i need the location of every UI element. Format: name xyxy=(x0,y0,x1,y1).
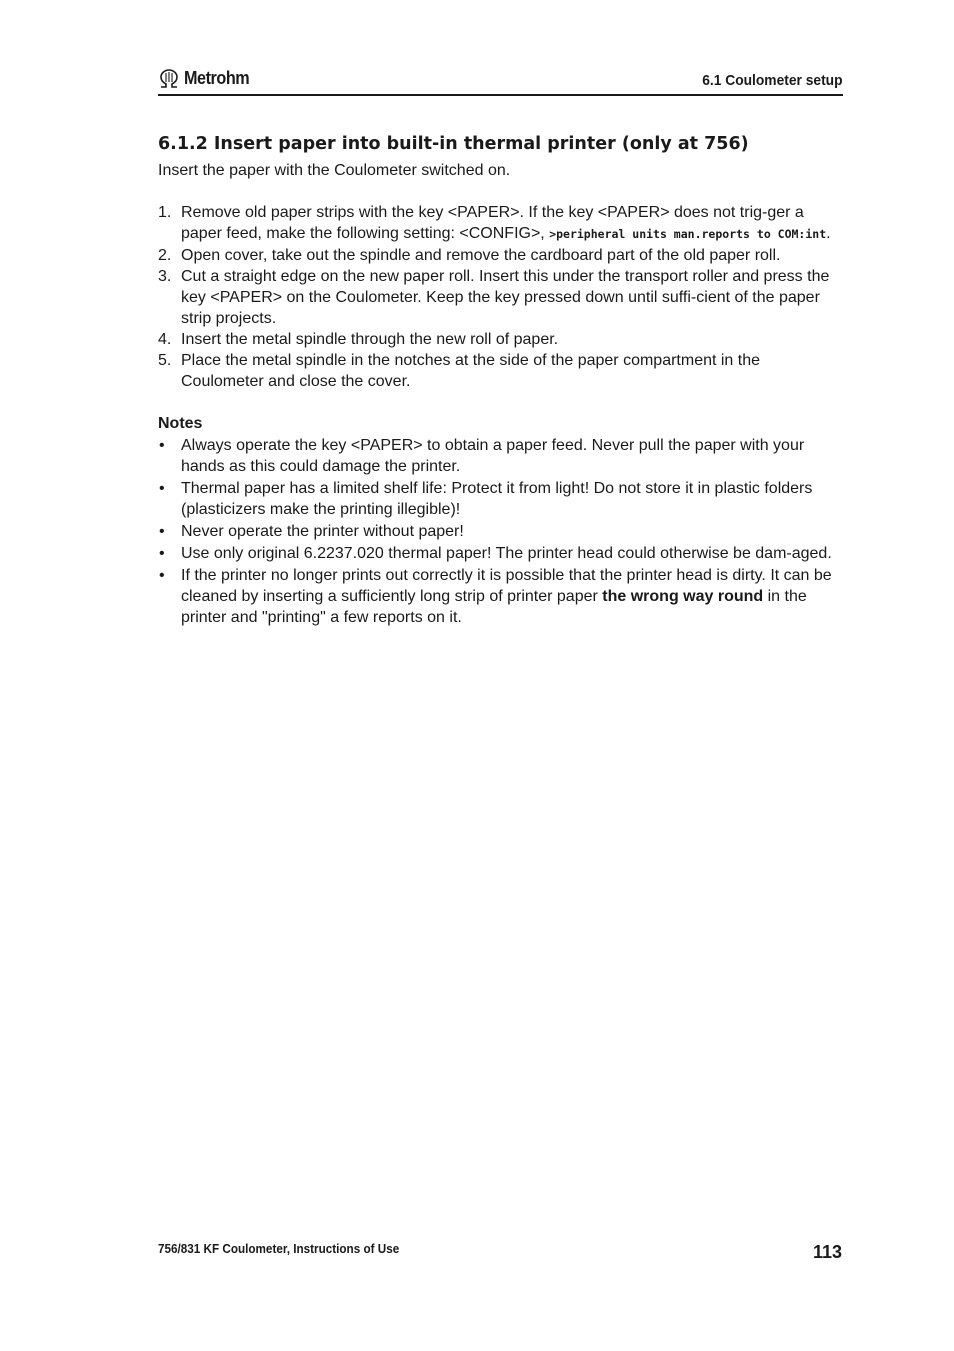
page-number: 113 xyxy=(812,1242,842,1262)
logo-text: Metrohm xyxy=(184,68,250,88)
step-text: Remove old paper strips with the key <PAPER>. If the key <PAPER> does not trig-ger a paper feed, make the following setting: <CONFIG>, xyxy=(181,204,804,242)
note-text: Use only original 6.2237.020 thermal paper! The printer head could otherwise be dam-aged. xyxy=(181,545,832,562)
footer-doc-title: 756/831 KF Coulometer, Instructions of Use xyxy=(158,1241,400,1256)
step-text: Insert the metal spindle through the new roll of paper. xyxy=(181,331,559,348)
omega-icon xyxy=(158,69,180,89)
step-number: 4. xyxy=(158,331,172,348)
list-item xyxy=(158,521,843,542)
bullet-icon: • xyxy=(159,545,165,562)
list-item xyxy=(158,266,843,329)
config-code: >peripheral units man.reports to COM:int xyxy=(549,227,827,241)
page-header xyxy=(158,64,843,96)
list-item xyxy=(158,435,843,477)
step-text: Place the metal spindle in the notches at the side of the paper compartment in the Coulometer and close the cover. xyxy=(181,352,761,390)
note-text: Thermal paper has a limited shelf life: Protect it from light! Do not store it in plastic folders (plasticizers make the printing illegible)! xyxy=(181,480,813,518)
emphasis-text: the wrong way round xyxy=(602,588,764,605)
section-label: 6.1 Coulometer setup xyxy=(702,72,843,89)
step-text-end: . xyxy=(826,225,831,242)
notes-list xyxy=(158,435,843,628)
list-item xyxy=(158,565,843,628)
main-content xyxy=(158,132,843,629)
bullet-icon: • xyxy=(159,480,165,497)
step-text: Cut a straight edge on the new paper roll. Insert this under the transport roller and press the key <PAPER> on the Coulometer. Keep the key pressed down until suffi-cient of the paper strip projects. xyxy=(181,268,830,327)
list-item xyxy=(158,202,843,245)
note-text: Always operate the key <PAPER> to obtain a paper feed. Never pull the paper with your hands as this could damage the printer. xyxy=(181,437,805,475)
step-number: 1. xyxy=(158,204,172,221)
intro-text: Insert the paper with the Coulometer switched on. xyxy=(158,162,511,179)
note-text: Never operate the printer without paper! xyxy=(181,523,464,540)
bullet-icon: • xyxy=(159,523,165,540)
note-text-end: in the printer and "printing" a few reports on it. xyxy=(181,588,807,626)
metrohm-logo xyxy=(158,68,257,89)
steps-list xyxy=(158,202,843,392)
list-item xyxy=(158,543,843,564)
bullet-icon: • xyxy=(159,437,165,454)
section-heading: 6.1.2 Insert paper into built-in thermal printer (only at 756) xyxy=(158,134,749,154)
step-text: Open cover, take out the spindle and remove the cardboard part of the old paper roll. xyxy=(181,247,781,264)
notes-heading: Notes xyxy=(158,415,203,432)
step-number: 5. xyxy=(158,352,172,369)
list-item xyxy=(158,245,843,266)
bullet-icon: • xyxy=(159,567,165,584)
list-item xyxy=(158,350,843,392)
list-item xyxy=(158,329,843,350)
step-number: 3. xyxy=(158,268,172,285)
list-item xyxy=(158,478,843,520)
step-number: 2. xyxy=(158,247,172,264)
note-text: If the printer no longer prints out correctly it is possible that the printer head is dirty. It can be cleaned by inserting a sufficiently long strip of printer paper xyxy=(181,567,832,605)
